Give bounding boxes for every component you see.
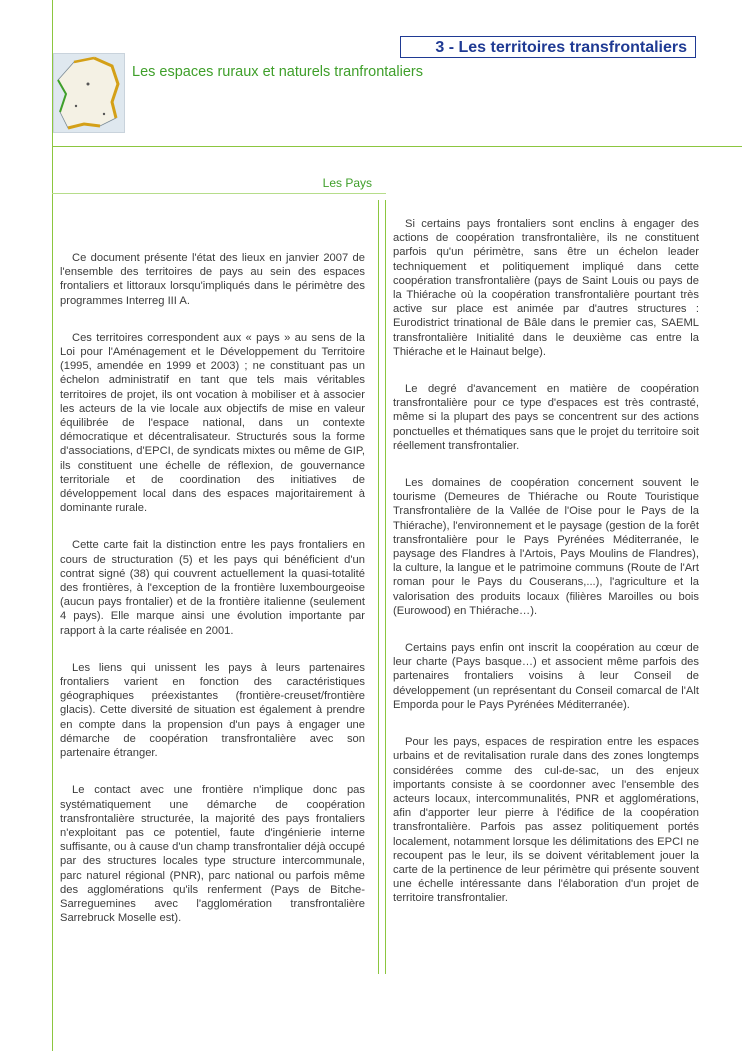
subsection-heading: Les Pays xyxy=(322,176,372,190)
column-divider-right xyxy=(385,200,386,974)
right-column xyxy=(393,217,699,929)
paragraph: Ce document présente l'état des lieux en janvier 2007 de l'ensemble des territoires de pays au sein des espaces frontaliers et littoraux lorsqu'impliqués dans le périmètre des programmes Interreg III A. xyxy=(60,252,365,307)
paragraph: Les domaines de coopération concernent souvent le tourisme (Demeures de Thiérache ou Route Touristique Transfrontalière de la Vallée de l'Oise pour le Pays de la Thiérache), l'environnement et le paysage (gestion de la forêt transfrontalière pour le Pays Pyrénées Méditerranée, le paysage des Flandres à l'Artois, Pays Moulins de Flandres), la culture, la langue et le patrimoine communs (Route de l'Art roman pour le Pays du Couserans,...), l'agriculture et la valorisation des produits locaux (filières Maroilles ou bois (Eurowood) en Thiérache…). xyxy=(393,477,699,617)
paragraph: Si certains pays frontaliers sont enclins à engager des actions de coopération transfrontalière, ils ne constituent parfois qu'un périmètre, sans être un échelon leader techniquement et politiquement impliqué dans cette coopération transfrontalière (pays de Saint Louis ou pays de la Thiérache où la coopération transfrontalière pourtant très active sur place est animée par d'autres structures : Eurodistrict trinational de Bâle dans le premier cas, SAEML transfrontalière Initialité dans le deuxième cas entre la Thiérache et le Hainaut belge). xyxy=(393,218,699,358)
map-thumbnail-icon xyxy=(54,54,124,132)
column-divider-left xyxy=(378,200,379,974)
page-subtitle: Les espaces ruraux et naturels tranfrontaliers xyxy=(132,64,423,80)
paragraph: Le degré d'avancement en matière de coopération transfrontalière pour ce type d'espaces est très contrasté, même si la plupart des pays se concentrent sur des actions ponctuelles et thématiques sans que le projet du territoire soit réellement transfrontalier. xyxy=(393,383,699,452)
section-title: 3 - Les territoires transfrontaliers xyxy=(400,36,696,58)
paragraph: Le contact avec une frontière n'implique donc pas systématiquement une démarche de coopération transfrontalière structurée, la majorité des pays frontaliers n'exploitant pas ce potentiel, faute d'ingénierie interne suffisante, ou à cause d'un champ transfrontalier déjà occupé par des structures locales type structure intercommunale, parc naturel régional (PNR), parc national ou parfois même des agglomérations qu'ils renferment (Pays de Bitche-Sarreguemines avec l'agglomération transfrontalière Sarrebruck Moselle est). xyxy=(60,784,365,925)
left-column xyxy=(60,251,365,948)
paragraph: Ces territoires correspondent aux « pays » au sens de la Loi pour l'Aménagement et le Développement du Territoire (1995, amendée en 1999 et 2003) ; ne constituant pas un échelon administratif en tant que tels mais véritables territoires de projet, ils ont vocation à mobiliser et à associer les acteurs de la vie locale aux objectifs de mise en valeur équilibrée de l'espace national, dans un contexte démocratique et décentralisateur. Structurés sous la forme d'associations, d'EPCI, de syndicats mixtes ou même de GIP, ils constituent une échelle de réflexion, de gouvernance territoriale et de coordination des initiatives de développement local dans des espaces majoritairement à dominante rurale. xyxy=(60,331,365,515)
left-margin-rule xyxy=(52,0,53,1051)
header-rule xyxy=(52,146,742,147)
subsection-rule xyxy=(52,193,386,194)
map-thumbnail xyxy=(53,53,125,133)
paragraph: Pour les pays, espaces de respiration entre les espaces urbains et de revitalisation rurale dans des zones longtemps considérées comme des cul-de-sac, un des enjeux importants consiste à se coordonner avec l'ensemble des acteurs locaux, intercommunalités, PNR et agglomérations, afin d'apporter leur pierre à l'édifice de la coopération transfrontalière. Parfois pas assez politiquement portés localement, notamment lorsque les délimitations des EPCI ne recoupent pas le leur, ils se doivent véritablement jouer la carte de la pertinence de leur périmètre qui présente souvent une échelle intéressante dans l'élaboration d'un projet de territoire transfrontalier. xyxy=(393,736,699,905)
paragraph: Cette carte fait la distinction entre les pays frontaliers en cours de structuration (5) et les pays qui bénéficient d'un contrat signé (38) qui couvrent actuellement la quasi-totalité des frontières, à l'exception de la frontière luxembourgeoise (aucun pays frontalier) et de la frontière italienne (seulement 4 pays). Elle marque ainsi une évolution importante par rapport à la carte réalisée en 2001. xyxy=(60,539,365,637)
paragraph: Les liens qui unissent les pays à leurs partenaires frontaliers varient en fonction des caractéristiques géographiques préexistantes (frontière-creuset/frontière glacis). Cette diversité de situation est également à prendre en compte dans la propension d'un pays à engager une démarche de coopération transfrontalière avec son partenaire étranger. xyxy=(60,661,365,760)
paragraph: Certains pays enfin ont inscrit la coopération au cœur de leur charte (Pays basque…) et associent même parfois des partenaires frontaliers voisins à leur Conseil de développement (un représentant du Conseil comarcal de l'Alt Emporda pour le Pays Pyrénées Méditerranée). xyxy=(393,642,699,711)
